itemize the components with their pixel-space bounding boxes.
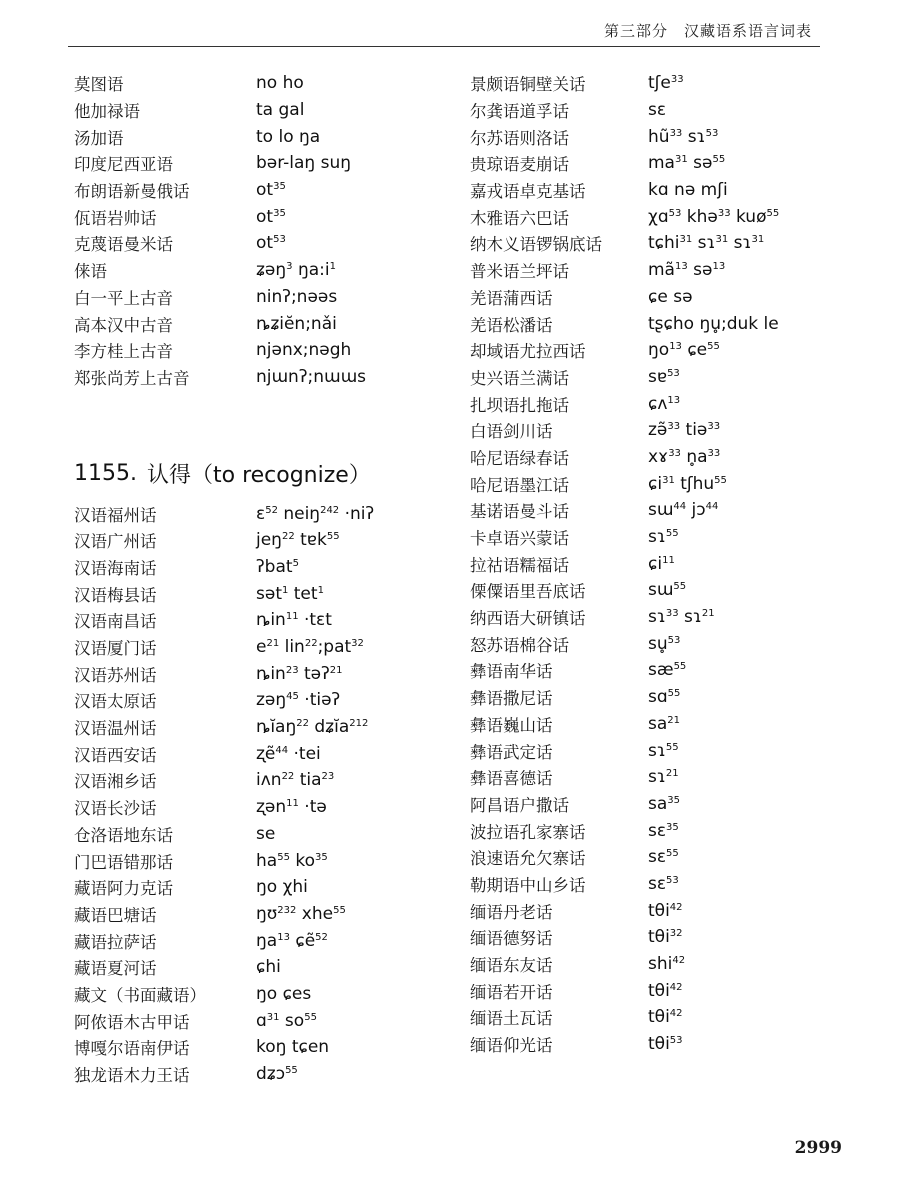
- word-entry: [74, 580, 454, 607]
- word-entry: [74, 927, 454, 954]
- dialect-name: 莫图语: [74, 75, 124, 95]
- left-section-entry-list: [74, 500, 454, 1087]
- dialect-name: 嘉戎语卓克基话: [470, 182, 586, 202]
- left-top-entry-list: [74, 70, 454, 390]
- dialect-name: 纳西语大研镇话: [470, 609, 586, 629]
- ipa-transcription: ȵʑiĕn;nǎi: [256, 313, 337, 334]
- word-entry: [74, 607, 454, 634]
- dialect-name: 木雅语六巴话: [470, 208, 569, 228]
- word-entry: [470, 657, 850, 684]
- word-entry: [470, 977, 850, 1004]
- dialect-name: 俫语: [74, 262, 107, 282]
- word-entry: [470, 1004, 850, 1031]
- dialect-name: 汉语梅县话: [74, 585, 157, 605]
- page-header: [0, 0, 900, 56]
- header-rule: [68, 46, 820, 47]
- dialect-name: 缅语丹老话: [470, 902, 553, 922]
- word-entry: [470, 711, 850, 738]
- word-entry: [74, 554, 454, 581]
- word-entry: [74, 687, 454, 714]
- word-entry: [470, 310, 850, 337]
- dialect-name: 缅语土瓦话: [470, 1009, 553, 1029]
- ipa-transcription: ɕi$^{31}$ tʃhu$^{55}$: [648, 473, 727, 494]
- word-entry: [470, 390, 850, 417]
- dialect-name: 仓洛语地东话: [74, 825, 173, 845]
- ipa-transcription: su̥$^{53}$: [648, 633, 681, 654]
- ipa-transcription: tθi$^{42}$: [648, 1007, 683, 1028]
- word-entry: [74, 1061, 454, 1088]
- ipa-transcription: sɛ$^{53}$: [648, 873, 679, 894]
- ipa-transcription: xɤ$^{33}$ $n̥a^{33}$: [648, 446, 721, 467]
- dialect-name: 尔苏语则洛话: [470, 128, 569, 148]
- word-entry: [470, 123, 850, 150]
- running-header: 第三部分 汉藏语系语言词表: [603, 22, 812, 40]
- word-entry: [74, 150, 454, 177]
- ipa-transcription: kɑ nə mʃi: [648, 180, 728, 201]
- dialect-name: 拉祜语糯福话: [470, 555, 569, 575]
- word-entry: [470, 230, 850, 257]
- word-entry: [74, 364, 454, 391]
- ipa-transcription: ŋʊ$^{232}$ xhe$^{55}$: [256, 903, 346, 924]
- word-entry: [470, 684, 850, 711]
- ipa-transcription: $ot^{35}$: [256, 206, 286, 227]
- dialect-name: 白语剑川话: [470, 422, 553, 442]
- ipa-transcription: ȵin$^{11}$ ·tɛt: [256, 610, 332, 631]
- word-entry: [74, 500, 454, 527]
- word-entry: [470, 177, 850, 204]
- dialect-name: 高本汉中古音: [74, 315, 173, 335]
- dialect-name: 佤语岩帅话: [74, 208, 157, 228]
- word-entry: [470, 737, 850, 764]
- ipa-transcription: sɿ$^{33}$ sɿ$^{21}$: [648, 607, 715, 628]
- ipa-transcription: $mã^{13}$ sə$^{13}$: [648, 260, 726, 281]
- word-entry: [470, 284, 850, 311]
- word-entry: [470, 817, 850, 844]
- dialect-name: 普米语兰坪话: [470, 262, 569, 282]
- word-entry: [470, 70, 850, 97]
- dialect-name: 门巴语错那话: [74, 852, 173, 872]
- dialect-name: 哈尼语绿春话: [470, 448, 569, 468]
- ipa-transcription: zəŋ$^{45}$ ·tiəʔ: [256, 690, 341, 711]
- word-entry: [470, 791, 850, 818]
- dialect-name: 彝语南华话: [470, 662, 553, 682]
- ipa-transcription: ɕhi: [256, 957, 281, 978]
- dialect-name: 汉语广州话: [74, 532, 157, 552]
- word-entry: [470, 871, 850, 898]
- dialect-name: 却域语尤拉西话: [470, 342, 586, 362]
- word-entry: [470, 924, 850, 951]
- word-entry: [470, 951, 850, 978]
- ipa-transcription: sɛ$^{55}$: [648, 847, 679, 868]
- ipa-transcription: $ot^{35}$: [256, 180, 286, 201]
- word-entry: [74, 821, 454, 848]
- dialect-name: 克蔑语曼米话: [74, 235, 173, 255]
- dialect-name: 藏语拉萨话: [74, 932, 157, 952]
- word-entry: [74, 954, 454, 981]
- ipa-transcription: to lo ŋa: [256, 126, 321, 147]
- dialect-name: 汉语西安话: [74, 745, 157, 765]
- word-entry: [74, 70, 454, 97]
- dialect-name: 浪速语允欠寨话: [470, 849, 586, 869]
- ipa-transcription: njənx;nəgh: [256, 340, 352, 361]
- word-entry: [470, 764, 850, 791]
- word-entry: [74, 284, 454, 311]
- dialect-name: 汉语湘乡话: [74, 772, 157, 792]
- section-heading: [74, 456, 454, 490]
- ipa-transcription: sɐ$^{53}$: [648, 366, 680, 387]
- ipa-transcription: se: [256, 823, 276, 844]
- section-title: 认得（to recognize）: [146, 462, 371, 488]
- word-entry: [74, 1034, 454, 1061]
- ipa-transcription: tθi$^{32}$: [648, 927, 683, 948]
- dialect-name: 尔龚语道孚话: [470, 102, 569, 122]
- ipa-transcription: sɿ$^{55}$: [648, 527, 679, 548]
- ipa-transcription: ʐẽ$^{44}$ ·tei: [256, 743, 321, 764]
- ipa-transcription: ʐən$^{11}$ ·tə: [256, 797, 327, 818]
- ipa-transcription: ɑ$^{31}$ $so^{55}$: [256, 1010, 317, 1031]
- ipa-transcription: sɯ$^{44}$ jɔ$^{44}$: [648, 500, 719, 521]
- word-entry: [470, 497, 850, 524]
- right-column: [470, 70, 850, 1057]
- dialect-name: 景颇语铜壁关话: [470, 75, 586, 95]
- word-entry: [470, 844, 850, 871]
- ipa-transcription: $sa^{35}$: [648, 793, 681, 814]
- word-entry: [470, 257, 850, 284]
- dialect-name: 汉语海南话: [74, 558, 157, 578]
- ipa-transcription: ɕe sə: [648, 286, 693, 307]
- dialect-name: 郑张尚芳上古音: [74, 368, 190, 388]
- dialect-name: 藏语巴塘话: [74, 905, 157, 925]
- dialect-name: 藏语夏河话: [74, 959, 157, 979]
- ipa-transcription: ɛ$^{52}$ neiŋ$^{242}$ ·niʔ: [256, 503, 375, 524]
- ipa-transcription: tɕhi$^{31}$ sɿ$^{31}$ sɿ$^{31}$: [648, 233, 765, 254]
- word-entry: [470, 97, 850, 124]
- dialect-name: 波拉语孔家寨话: [470, 822, 586, 842]
- word-entry: [74, 203, 454, 230]
- ipa-transcription: $ŋa^{13}$ ɕẽ$^{52}$: [256, 930, 328, 951]
- ipa-transcription: $sa^{21}$: [648, 713, 681, 734]
- ipa-transcription: tθi$^{42}$: [648, 900, 683, 921]
- dialect-name: 彝语撒尼话: [470, 689, 553, 709]
- word-entry: [74, 767, 454, 794]
- word-entry: [74, 740, 454, 767]
- ipa-transcription: ȵin$^{23}$ təʔ$^{21}$: [256, 663, 343, 684]
- ipa-transcription: ninʔ;nəəs: [256, 286, 338, 307]
- ipa-transcription: $ma^{31}$ sə$^{55}$: [648, 153, 726, 174]
- word-entry: [74, 97, 454, 124]
- dialect-name: 勒期语中山乡话: [470, 875, 586, 895]
- word-entry: [470, 364, 850, 391]
- dialect-name: 布朗语新曼俄话: [74, 182, 190, 202]
- ipa-transcription: $hũ^{33}$ sɿ$^{53}$: [648, 126, 719, 147]
- dialect-name: 傈僳语里吾底话: [470, 582, 586, 602]
- word-entry: [74, 177, 454, 204]
- dialect-name: 汉语温州话: [74, 719, 157, 739]
- word-entry: [74, 337, 454, 364]
- dialect-name: 汤加语: [74, 128, 124, 148]
- dialect-name: 扎坝语扎拖话: [470, 395, 569, 415]
- ipa-transcription: ɕʌ$^{13}$: [648, 393, 681, 414]
- dialect-name: 史兴语兰满话: [470, 368, 569, 388]
- ipa-transcription: tθi$^{53}$: [648, 1034, 683, 1055]
- ipa-transcription: sət$^1$ tet$^1$: [256, 583, 324, 604]
- word-entry: [74, 874, 454, 901]
- dialect-name: 汉语南昌话: [74, 612, 157, 632]
- dialect-name: 汉语厦门话: [74, 639, 157, 659]
- dialect-name: 印度尼西亚语: [74, 155, 173, 175]
- word-entry: [470, 897, 850, 924]
- section-gap: [74, 390, 454, 456]
- ipa-transcription: dʑɔ$^{55}$: [256, 1064, 298, 1085]
- right-entry-list: [470, 70, 850, 1057]
- ipa-transcription: ȵĭaŋ$^{22}$ dʑĭa$^{212}$: [256, 717, 369, 738]
- word-entry: [74, 527, 454, 554]
- dialect-name: 汉语福州话: [74, 505, 157, 525]
- ipa-transcription: ŋo χhi: [256, 877, 308, 898]
- ipa-transcription: ʑəŋ$^3$ $ŋa:i^1$: [256, 260, 336, 281]
- word-entry: [74, 847, 454, 874]
- dialect-name: 藏语阿力克话: [74, 879, 173, 899]
- left-column: [74, 70, 454, 1087]
- ipa-transcription: χɑ$^{53}$ khə$^{33}$ kuø$^{55}$: [648, 206, 780, 227]
- word-entry: [74, 257, 454, 284]
- dialect-name: 彝语喜德话: [470, 769, 553, 789]
- word-entry: [74, 230, 454, 257]
- dialect-name: 白一平上古音: [74, 288, 173, 308]
- word-entry: [470, 470, 850, 497]
- word-entry: [74, 634, 454, 661]
- ipa-transcription: sɿ$^{55}$: [648, 740, 679, 761]
- word-entry: [470, 444, 850, 471]
- dialect-name: 纳木义语锣锅底话: [470, 235, 602, 255]
- ipa-transcription: $sæ^{55}$: [648, 660, 687, 681]
- ipa-transcription: sɯ$^{55}$: [648, 580, 687, 601]
- ipa-transcription: tʂɕho ŋu̥;duk le: [648, 313, 779, 334]
- dialect-name: 汉语苏州话: [74, 665, 157, 685]
- dialect-name: 李方桂上古音: [74, 342, 173, 362]
- ipa-transcription: shi$^{42}$: [648, 954, 686, 975]
- word-entry: [470, 577, 850, 604]
- word-entry: [470, 417, 850, 444]
- word-entry: [470, 604, 850, 631]
- ipa-transcription: njɯnʔ;nɯɯs: [256, 366, 366, 387]
- ipa-transcription: sɑ$^{55}$: [648, 687, 681, 708]
- ipa-transcription: jeŋ$^{22}$ tɐk$^{55}$: [256, 530, 340, 551]
- ipa-transcription: bər-laŋ suŋ: [256, 153, 352, 174]
- dialect-name: 缅语德努话: [470, 929, 553, 949]
- ipa-transcription: ta gal: [256, 100, 305, 121]
- word-entry: [74, 123, 454, 150]
- word-entry: [74, 794, 454, 821]
- dialect-name: 缅语东友话: [470, 956, 553, 976]
- dialect-name: 他加禄语: [74, 102, 140, 122]
- dialect-name: 博嘎尔语南伊话: [74, 1039, 190, 1059]
- dialect-name: 贵琼语麦崩话: [470, 155, 569, 175]
- ipa-transcription: tʃe$^{33}$: [648, 73, 684, 94]
- ipa-transcription: ŋo ɕes: [256, 983, 312, 1004]
- word-entry: [74, 714, 454, 741]
- word-entry: [470, 630, 850, 657]
- ipa-transcription: koŋ tɕen: [256, 1037, 330, 1058]
- dialect-name: 汉语长沙话: [74, 799, 157, 819]
- word-entry: [470, 203, 850, 230]
- ipa-transcription: $e^{21}$ lin$^{22}$;pat$^{32}$: [256, 637, 364, 658]
- ipa-transcription: $ŋo^{13}$ ɕe$^{55}$: [648, 340, 720, 361]
- word-entry: [470, 1031, 850, 1058]
- dialect-name: 怒苏语棉谷话: [470, 635, 569, 655]
- dialect-name: 汉语太原话: [74, 692, 157, 712]
- ipa-transcription: sɛ$^{35}$: [648, 820, 679, 841]
- word-entry: [470, 550, 850, 577]
- dialect-name: 缅语仰光话: [470, 1036, 553, 1056]
- word-entry: [74, 981, 454, 1008]
- dialect-name: 哈尼语墨江话: [470, 475, 569, 495]
- ipa-transcription: no ho: [256, 73, 304, 94]
- word-entry: [470, 337, 850, 364]
- page-number: 2999: [794, 1138, 842, 1158]
- word-entry: [470, 150, 850, 177]
- dialect-name: 阿昌语户撒话: [470, 795, 569, 815]
- word-entry: [74, 901, 454, 928]
- dialect-name: 缅语若开话: [470, 982, 553, 1002]
- ipa-transcription: ʔbat$^5$: [256, 556, 299, 577]
- dialect-name: 阿侬语木古甲话: [74, 1012, 190, 1032]
- dialect-name: 羌语蒲西话: [470, 288, 553, 308]
- dialect-name: 卡卓语兴蒙话: [470, 529, 569, 549]
- word-entry: [470, 524, 850, 551]
- dialect-name: 羌语松潘话: [470, 315, 553, 335]
- ipa-transcription: sɿ$^{21}$: [648, 767, 679, 788]
- word-entry: [74, 310, 454, 337]
- ipa-transcription: $ot^{53}$: [256, 233, 286, 254]
- ipa-transcription: ɕi$^{11}$: [648, 553, 675, 574]
- dialect-name: 彝语巍山话: [470, 715, 553, 735]
- dialect-name: 基诺语曼斗话: [470, 502, 569, 522]
- word-entry: [74, 660, 454, 687]
- section-number: 1155.: [74, 460, 137, 486]
- ipa-transcription: tθi$^{42}$: [648, 980, 683, 1001]
- ipa-transcription: sɛ: [648, 100, 667, 121]
- ipa-transcription: zə̃$^{33}$ tiə$^{33}$: [648, 420, 721, 441]
- word-entry: [74, 1007, 454, 1034]
- dialect-name: 独龙语木力王话: [74, 1066, 190, 1086]
- dialect-name: 彝语武定话: [470, 742, 553, 762]
- dialect-name: 藏文（书面藏语）: [74, 985, 206, 1005]
- ipa-transcription: iʌn$^{22}$ tia$^{23}$: [256, 770, 335, 791]
- ipa-transcription: $ha^{55}$ $ko^{35}$: [256, 850, 328, 871]
